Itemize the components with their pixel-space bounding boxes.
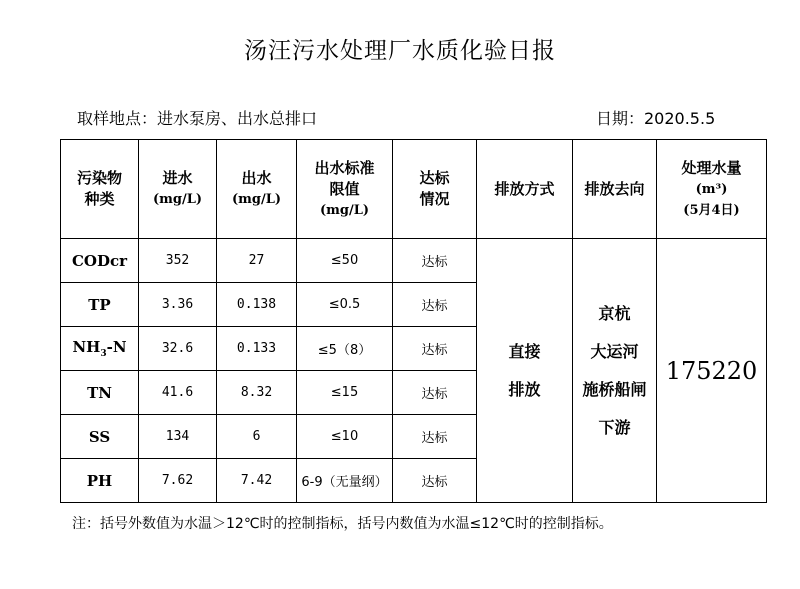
status-cell: 达标 <box>393 415 477 459</box>
volume-cell: 175220 <box>657 239 767 503</box>
header-pollutant: 污染物 种类 <box>61 140 139 239</box>
pollutant-cell: PH <box>61 459 139 503</box>
limit-cell: 6-9（无量纲） <box>297 459 393 503</box>
limit-cell: ≤50 <box>297 239 393 283</box>
status-cell: 达标 <box>393 459 477 503</box>
limit-cell: ≤0.5 <box>297 283 393 327</box>
influent-cell: 3.36 <box>139 283 217 327</box>
limit-cell: ≤10 <box>297 415 393 459</box>
influent-cell: 7.62 <box>139 459 217 503</box>
header-effluent: 出水 (mg/L) <box>217 140 297 239</box>
discharge-dest-cell: 京杭 大运河 施桥船闸 下游 <box>573 239 657 503</box>
effluent-cell: 7.42 <box>217 459 297 503</box>
effluent-cell: 6 <box>217 415 297 459</box>
header-discharge-dest: 排放去向 <box>573 140 657 239</box>
discharge-method-cell: 直接 排放 <box>477 239 573 503</box>
effluent-cell: 0.133 <box>217 327 297 371</box>
header-influent: 进水 (mg/L) <box>139 140 217 239</box>
influent-cell: 134 <box>139 415 217 459</box>
report-date: 日期：2020.5.5 <box>596 109 716 128</box>
limit-cell: ≤15 <box>297 371 393 415</box>
status-cell: 达标 <box>393 283 477 327</box>
table-header-row <box>61 140 767 239</box>
header-discharge-method: 排放方式 <box>477 140 573 239</box>
status-cell: 达标 <box>393 327 477 371</box>
pollutant-cell: $NH_3-N$ <box>61 327 139 371</box>
status-cell: 达标 <box>393 371 477 415</box>
pollutant-cell: CODcr <box>61 239 139 283</box>
status-cell: 达标 <box>393 239 477 283</box>
water-quality-table <box>60 139 767 503</box>
influent-cell: 41.6 <box>139 371 217 415</box>
report-title: 汤汪污水处理厂水质化验日报 <box>244 38 556 64</box>
footnote: 注：括号外数值为水温＞12℃时的控制指标，括号内数值为水温≤12℃时的控制指标。 <box>72 516 613 532</box>
influent-cell: 352 <box>139 239 217 283</box>
table-row <box>61 239 767 283</box>
limit-cell: ≤5（8） <box>297 327 393 371</box>
sampling-location: 取样地点：进水泵房、出水总排口 <box>77 109 318 128</box>
effluent-cell: 0.138 <box>217 283 297 327</box>
header-limit: 出水标准 限值 (mg/L) <box>297 140 393 239</box>
pollutant-cell: TN <box>61 371 139 415</box>
effluent-cell: 27 <box>217 239 297 283</box>
header-volume: 处理水量 (m³) (5月4日) <box>657 140 767 239</box>
pollutant-cell: TP <box>61 283 139 327</box>
header-status: 达标 情况 <box>393 140 477 239</box>
influent-cell: 32.6 <box>139 327 217 371</box>
effluent-cell: 8.32 <box>217 371 297 415</box>
pollutant-cell: SS <box>61 415 139 459</box>
